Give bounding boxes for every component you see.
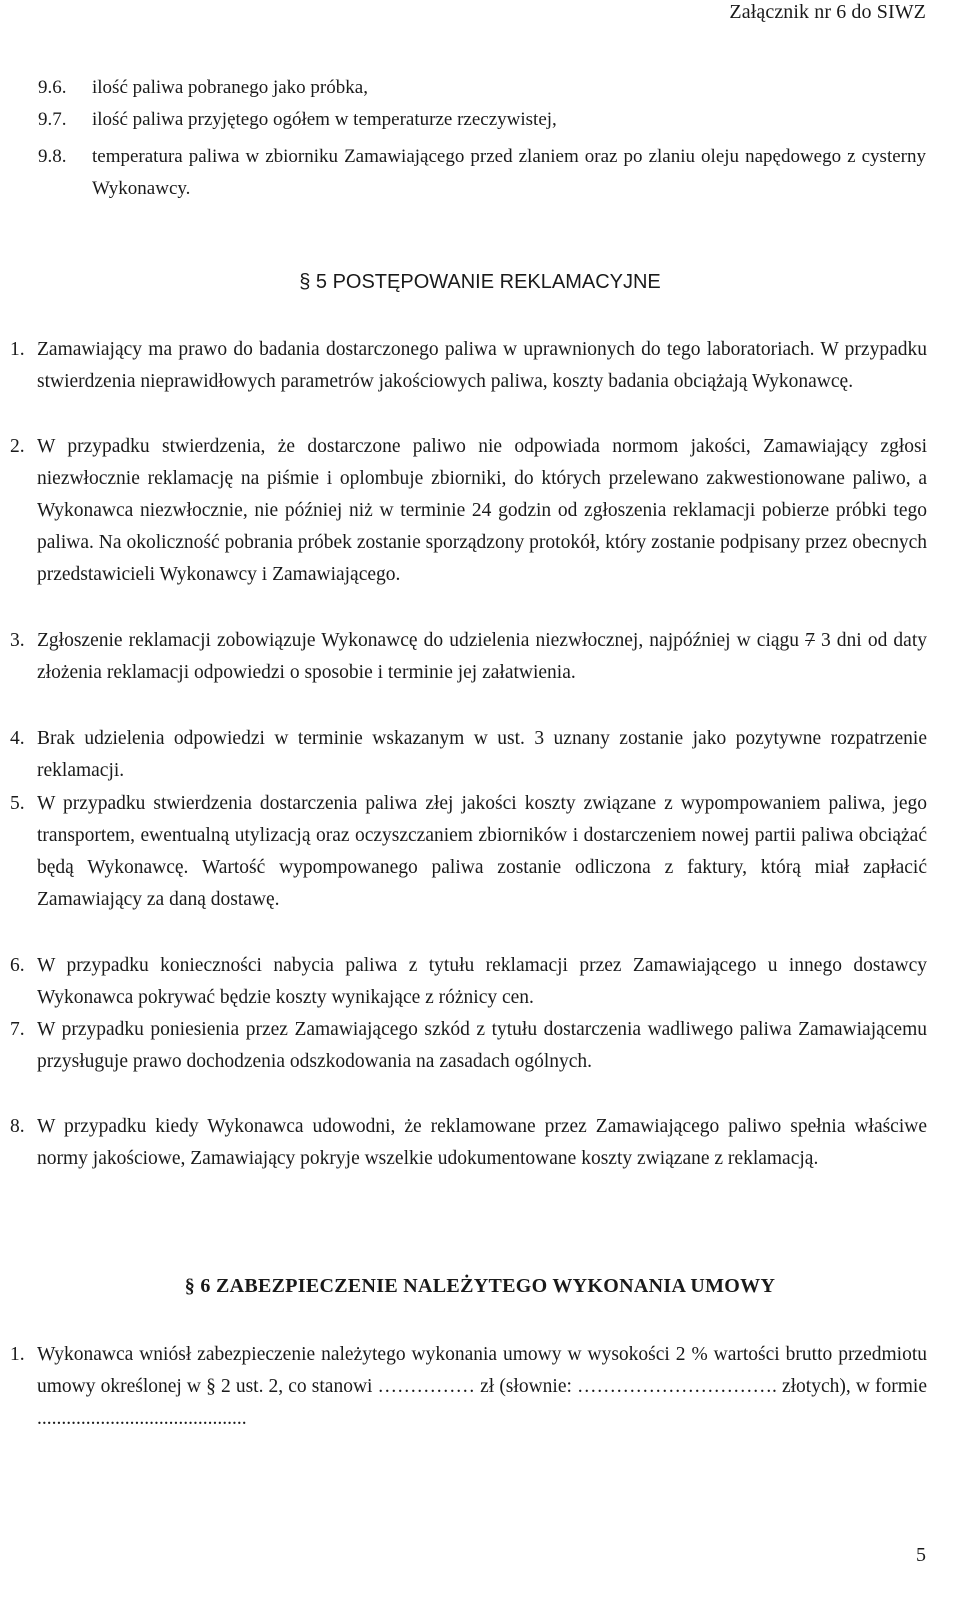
item-text-part: Zgłoszenie reklamacji zobowiązuje Wykonawcę do udzielenia niezwłocznej, najpóźniej w ciągu xyxy=(37,630,806,651)
section-5-item-1 xyxy=(10,334,927,398)
section-5-item-8 xyxy=(10,1111,927,1175)
item-text: Brak udzielenia odpowiedzi w terminie wskazanym w ust. 3 uznany zostanie jako pozytywne rozpatrzenie reklamacji. xyxy=(37,728,927,781)
page-number: 5 xyxy=(916,1544,926,1566)
subitem-text: ilość paliwa przyjętego ogółem w temperaturze rzeczywistej, xyxy=(92,109,557,130)
section-5-item-3 xyxy=(10,625,927,689)
item-number: 2. xyxy=(10,436,25,457)
item-number: 4. xyxy=(10,728,25,749)
item-number: 8. xyxy=(10,1116,25,1137)
subitem-9-8 xyxy=(38,141,926,205)
item-number: 7. xyxy=(10,1019,25,1040)
subitem-text: ilość paliwa pobranego jako próbka, xyxy=(92,77,368,98)
section-5-item-7 xyxy=(10,1014,927,1078)
item-number: 6. xyxy=(10,955,25,976)
item-text: W przypadku konieczności nabycia paliwa z tytułu reklamacji przez Zamawiającego u innego dostawcy Wykonawca pokrywać będzie koszty wynikające z różnicy cen. xyxy=(37,955,927,1008)
section-5-heading: § 5 POSTĘPOWANIE REKLAMACYJNE xyxy=(299,271,661,293)
item-text: W przypadku stwierdzenia dostarczenia paliwa złej jakości koszty związane z wypompowaniem paliwa, jego transportem, ewentualną utylizacją oraz oczyszczaniem zbiorników i dostarczeniem nowej partii paliwa obciążać będą Wykonawcę. Wartość wypompowanego paliwa zostanie odliczona z faktury, którą miał zapłacić Zamawiający za daną dostawę. xyxy=(37,793,927,910)
section-5-item-5 xyxy=(10,788,927,916)
annex-label: Załącznik nr 6 do SIWZ xyxy=(729,1,926,23)
subitem-9-7 xyxy=(38,104,926,136)
item-number: 5. xyxy=(10,793,25,814)
item-text: W przypadku poniesienia przez Zamawiającego szkód z tytułu dostarczenia wadliwego paliwa Zamawiającemu przysługuje prawo dochodzenia odszkodowania na zasadach ogólnych. xyxy=(37,1019,927,1072)
subitem-number: 9.6. xyxy=(38,77,67,98)
item-number: 1. xyxy=(10,1344,25,1365)
item-text: W przypadku kiedy Wykonawca udowodni, że reklamowane przez Zamawiającego paliwo spełnia właściwe normy jakościowe, Zamawiający pokryje wszelkie udokumentowane koszty związane z reklamacją. xyxy=(37,1116,927,1169)
section-5-item-2 xyxy=(10,431,927,591)
struck-number: 7 xyxy=(805,630,815,651)
subitem-text: temperatura paliwa w zbiorniku Zamawiającego przed zlaniem oraz po zlaniu oleju napędowego z cysterny Wykonawcy. xyxy=(92,146,926,199)
item-text: Zamawiający ma prawo do badania dostarczonego paliwa w uprawnionych do tego laboratoriach. W przypadku stwierdzenia nieprawidłowych parametrów jakościowych paliwa, koszty badania obciążają Wykonawcę. xyxy=(37,339,927,392)
subitem-9-6 xyxy=(38,72,926,104)
item-text: W przypadku stwierdzenia, że dostarczone paliwo nie odpowiada normom jakości, Zamawiający zgłosi niezwłocznie reklamację na piśmie i oplombuje zbiorniki, do których przelewano zakwestionowane paliwo, a Wykonawca niezwłocznie, nie później niż w terminie 24 godzin od zgłoszenia reklamacji pobierze próbki tego paliwa. Na okoliczność pobrania próbek zostanie sporządzony protokół, który zostanie podpisany przez obecnych przedstawicieli Wykonawcy i Zamawiającego. xyxy=(37,436,927,585)
section-5-item-4 xyxy=(10,723,927,787)
item-text: Wykonawca wniósł zabezpieczenie należytego wykonania umowy w wysokości 2 % wartości brutto przedmiotu umowy określonej w § 2 ust. 2, co stanowi …………… zł (słownie: …………………………. złotych), w formie ........................................... xyxy=(37,1344,927,1429)
section-6-heading: § 6 ZABEZPIECZENIE NALEŻYTEGO WYKONANIA UMOWY xyxy=(184,1275,776,1297)
section-6-item-1 xyxy=(10,1339,927,1435)
item-number: 3. xyxy=(10,630,25,651)
item-text-part: 3 dni od daty złożenia reklamacji odpowiedzi o sposobie i terminie jej załatwienia. xyxy=(37,630,927,683)
item-text xyxy=(37,625,927,689)
item-number: 1. xyxy=(10,339,25,360)
section-5-item-6 xyxy=(10,950,927,1014)
subitem-number: 9.8. xyxy=(38,146,67,167)
subitem-number: 9.7. xyxy=(38,109,67,130)
